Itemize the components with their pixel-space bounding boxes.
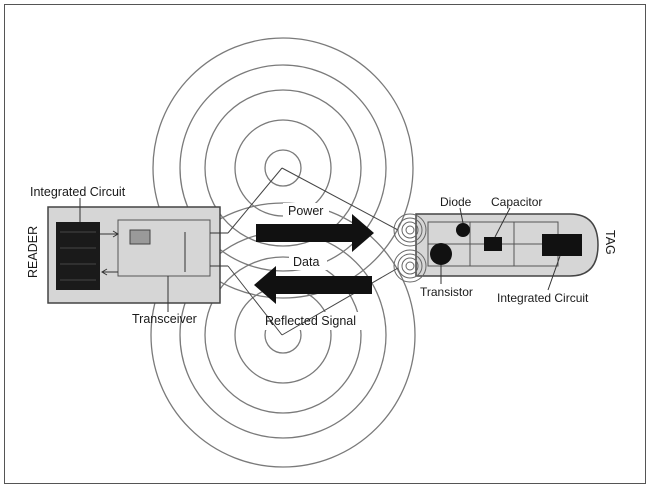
reader-unit [48,198,228,312]
data-label: Data [293,255,320,269]
tag-integrated-circuit-label: Integrated Circuit [497,291,589,305]
transistor-component [430,243,452,265]
transceiver-chip [130,230,150,244]
tag-integrated-circuit-chip [542,234,582,256]
reflected-signal-label: Reflected Signal [265,314,357,328]
capacitor-label: Capacitor [491,195,543,209]
power-arrow [256,214,374,252]
diode-label: Diode [440,195,472,209]
diode-component [456,223,470,237]
signal-lines [228,168,398,335]
tag-unit [394,208,598,290]
reflected-field-ring-2 [235,287,331,383]
reader-title: READER [26,225,40,278]
power-label: Power [288,204,324,218]
reader-integrated-circuit-label: Integrated Circuit [30,185,126,199]
transceiver-label: Transceiver [132,312,197,326]
capacitor-component [484,237,502,251]
transistor-label: Transistor [420,285,473,299]
tag-title: TAG [603,230,617,255]
